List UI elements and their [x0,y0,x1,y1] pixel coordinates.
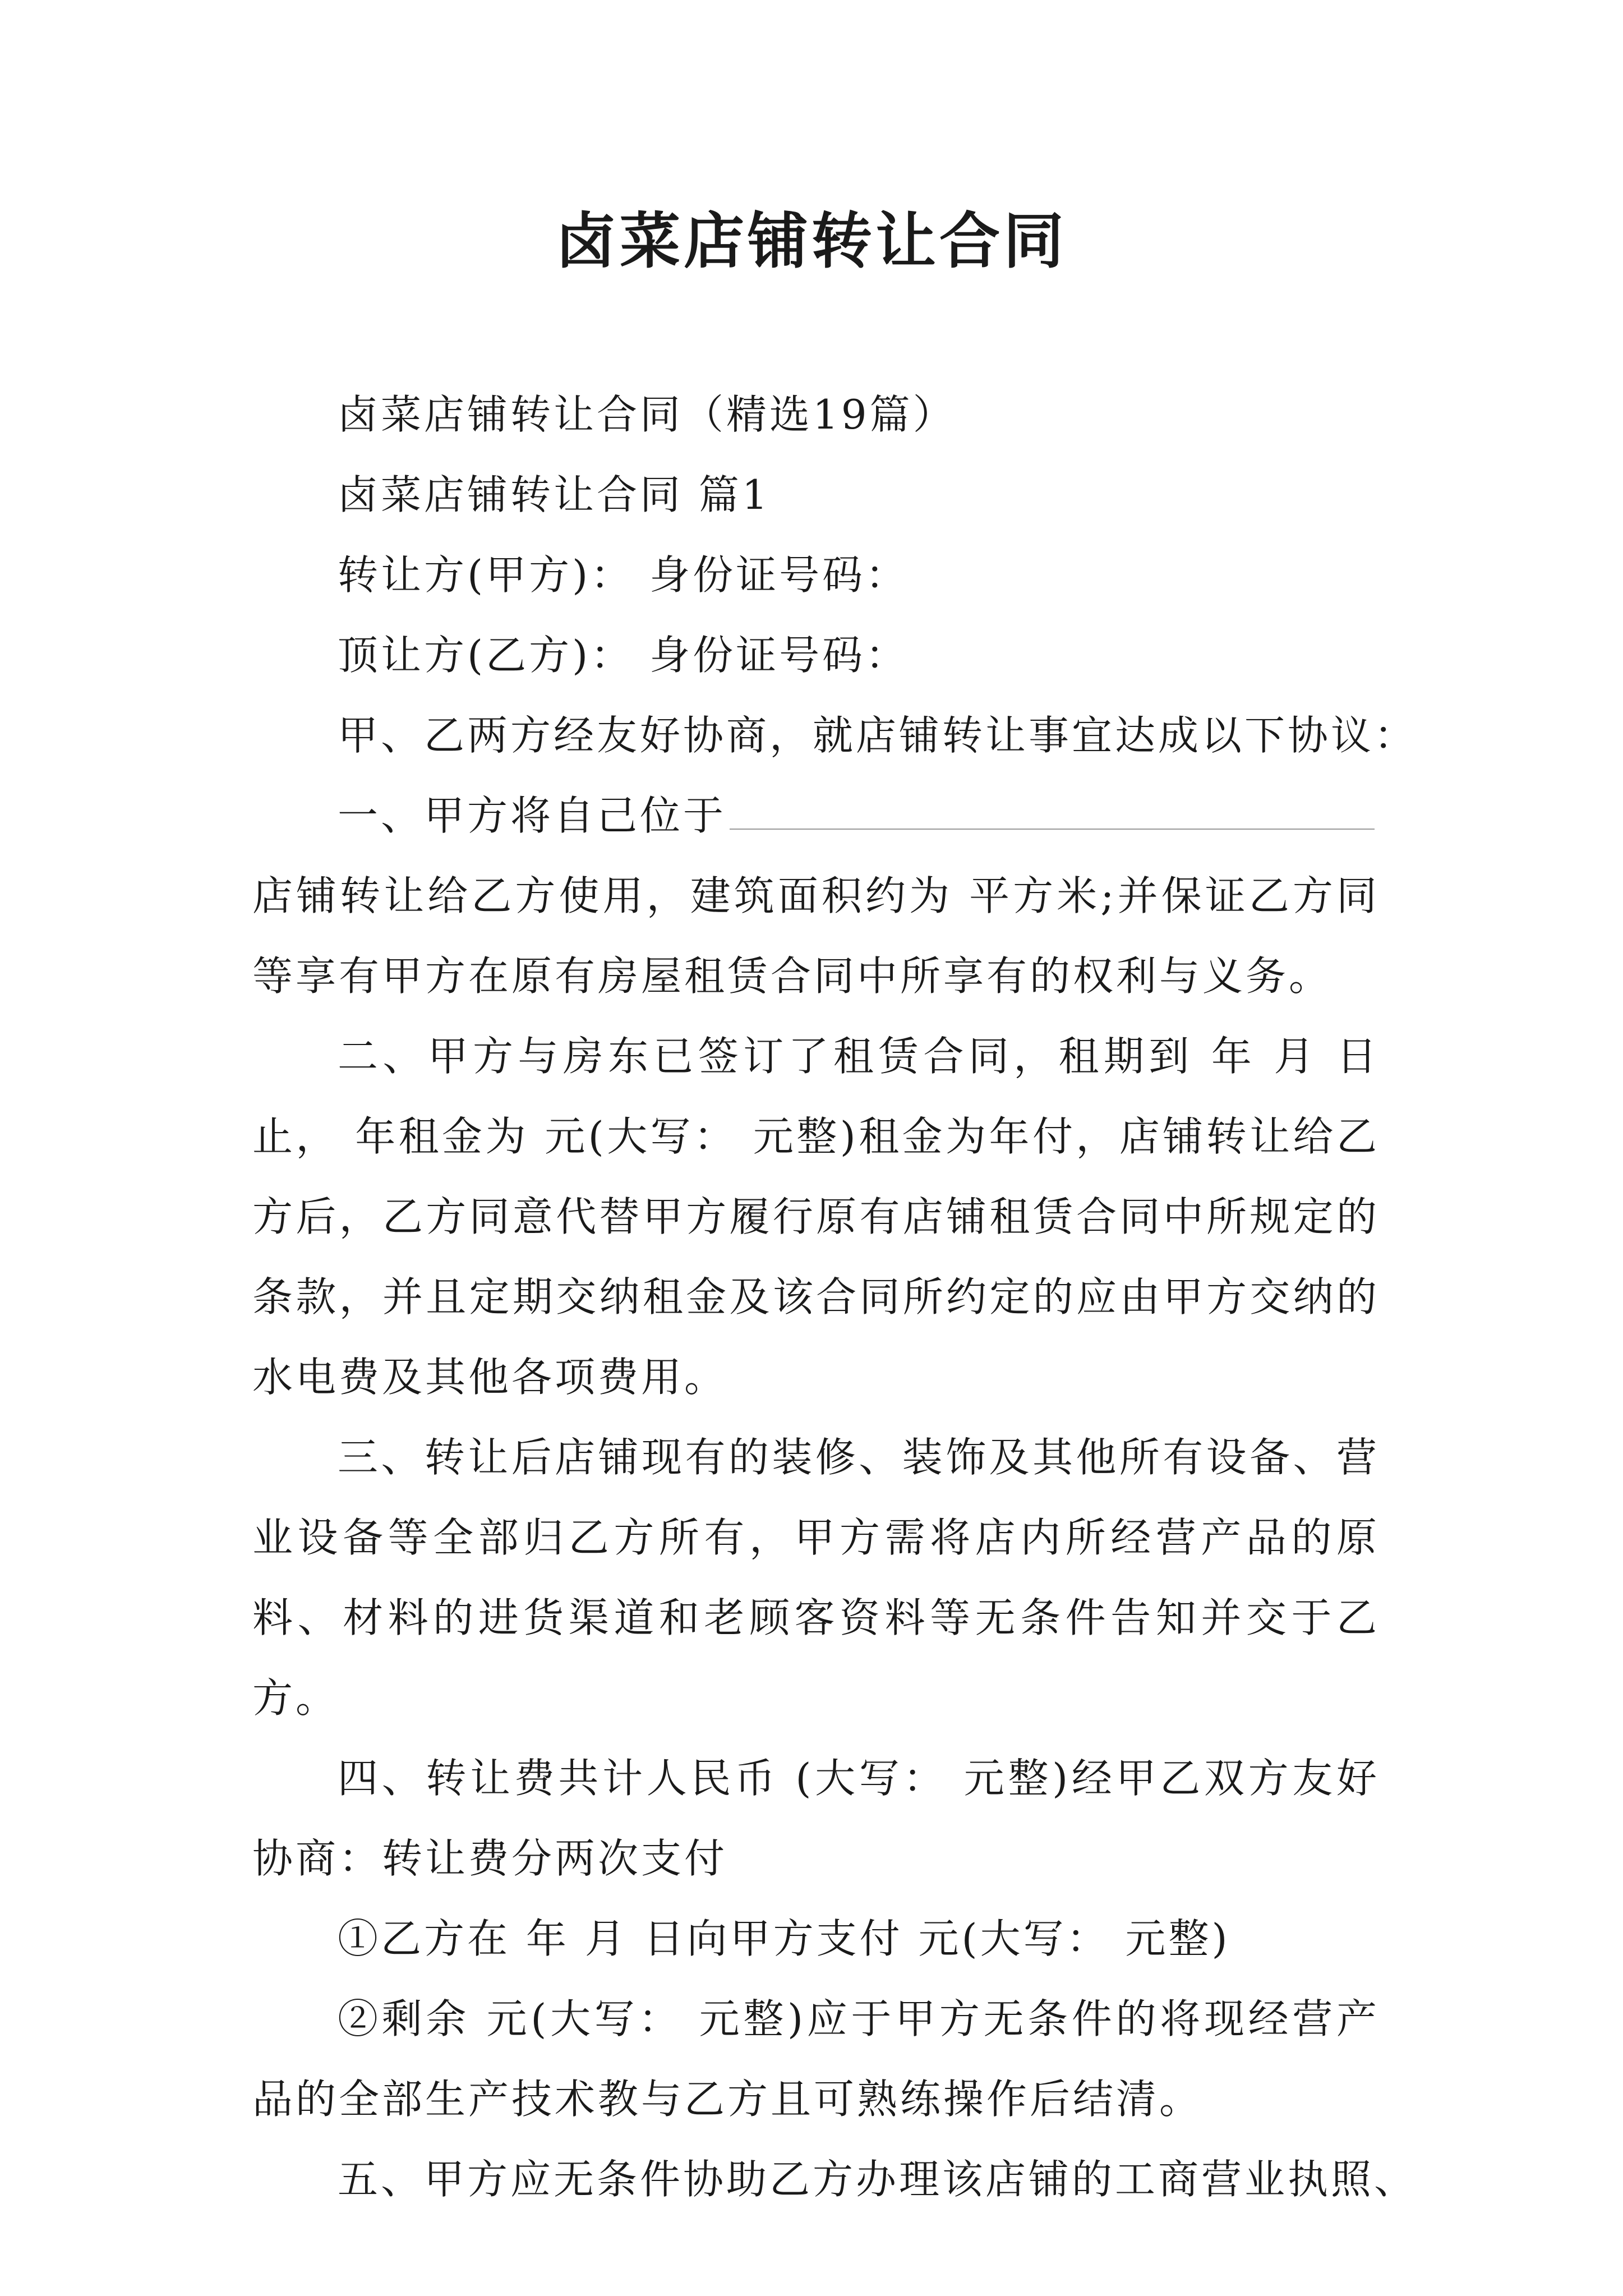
paragraph-clause-1-continued: 店铺转让给乙方使用，建筑面积约为 平方米;并保证乙方同等享有甲方在原有房屋租赁合同中所享有的权利与义务。 [252,872,1380,1000]
document-body [252,375,1418,2220]
paragraph-section-heading: 卤菜店铺转让合同 篇1 [338,471,771,518]
document-title: 卤菜店铺转让合同 [555,206,1067,277]
paragraph-payment-1: ①乙方在 年 月 日向甲方支付 元(大写： 元整) [338,1915,1230,1962]
paragraph-payment-2: ②剩余 元(大写： 元整)应于甲方无条件的将现经营产品的全部生产技术教与乙方且可熟练操作后结清。 [252,1995,1380,2123]
paragraph-clause-2: 二、甲方与房东已签订了租赁合同，租期到 年 月 日止， 年租金为 元(大写： 元整)租金为年付，店铺转让给乙方后，乙方同意代替甲方履行原有店铺租赁合同中所规定的条款，并且定期交纳租金及该合同所约定的应由甲方交纳的水电费及其他各项费用。 [252,1033,1380,1401]
paragraph-party-b: 顶让方(乙方)： 身份证号码： [338,632,909,679]
paragraph-party-a: 转让方(甲方)： 身份证号码： [338,551,909,599]
paragraph-clause-1-start [252,776,1380,856]
paragraph-clause-3: 三、转让后店铺现有的装修、装饰及其他所有设备、营业设备等全部归乙方所有，甲方需将店内所经营产品的原料、材料的进货渠道和老顾客资料等无条件告知并交于乙方。 [252,1434,1380,1722]
paragraph-clause-5: 五、甲方应无条件协助乙方办理该店铺的工商营业执照、 [338,2156,1418,2203]
paragraph-clause-4: 四、转让费共计人民币 (大写： 元整)经甲乙双方友好协商：转让费分两次支付 [252,1755,1380,1882]
paragraph-preamble: 甲、乙两方经友好协商，就店铺转让事宜达成以下协议： [338,712,1418,759]
paragraph-subtitle: 卤菜店铺转让合同（精选19篇） [338,391,956,438]
address-blank-line [730,784,1375,830]
clause-1-text: 一、甲方将自己位于 [338,792,727,839]
